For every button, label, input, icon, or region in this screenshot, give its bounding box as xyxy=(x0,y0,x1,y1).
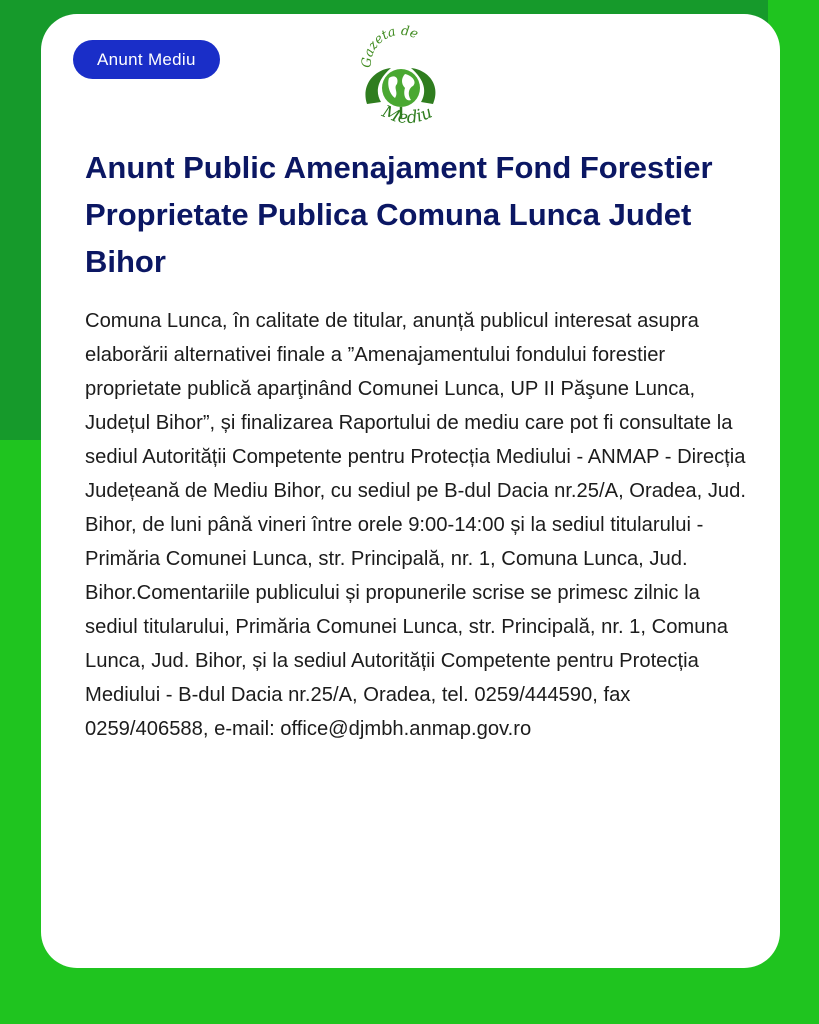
logo-top-text: Gazeta de xyxy=(359,23,421,69)
announcement-card xyxy=(41,14,780,968)
announcement-body: Comuna Lunca, în calitate de titular, anunță publicul interesat asupra elaborării alternativei finale a ”Amenajamentului fondului forestier proprietate publică aparţinând Comunei Lunca, UP II Păşune Lunca, Județul Bihor”, și finalizarea Raportului de mediu care pot fi consultate la sediul Autorității Competente pentru Protecția Mediului - ANMAP - Direcția Județeană de Mediu Bihor, cu sediul pe B-dul Dacia nr.25/A, Oradea, Jud. Bihor, de luni până vineri între orele 9:00-14:00 și la sediul titularului -Primăria Comunei Lunca, str. Principală, nr. 1, Comuna Lunca, Jud. Bihor.Comentariile publicului și propunerile scrise se primesc zilnic la sediul titularului, Primăria Comunei Lunca, str. Principală, nr. 1, Comuna Lunca, Jud. Bihor, și la sediul Autorității Competente pentru Protecția Mediului - B-dul Dacia nr.25/A, Oradea, tel. 0259/444590, fax 0259/406588, e-mail: office@djmbh.anmap.gov.ro xyxy=(85,310,746,740)
category-badge[interactable]: Anunt Mediu xyxy=(73,40,220,79)
svg-text:Gazeta de xyxy=(360,24,421,69)
gazeta-de-mediu-logo xyxy=(355,22,445,134)
logo-bottom-text: Mediu xyxy=(379,101,436,129)
page-title: Anunt Public Amenajament Fond Forestier Proprietate Publica Comuna Lunca Judet Bihor xyxy=(85,150,713,279)
